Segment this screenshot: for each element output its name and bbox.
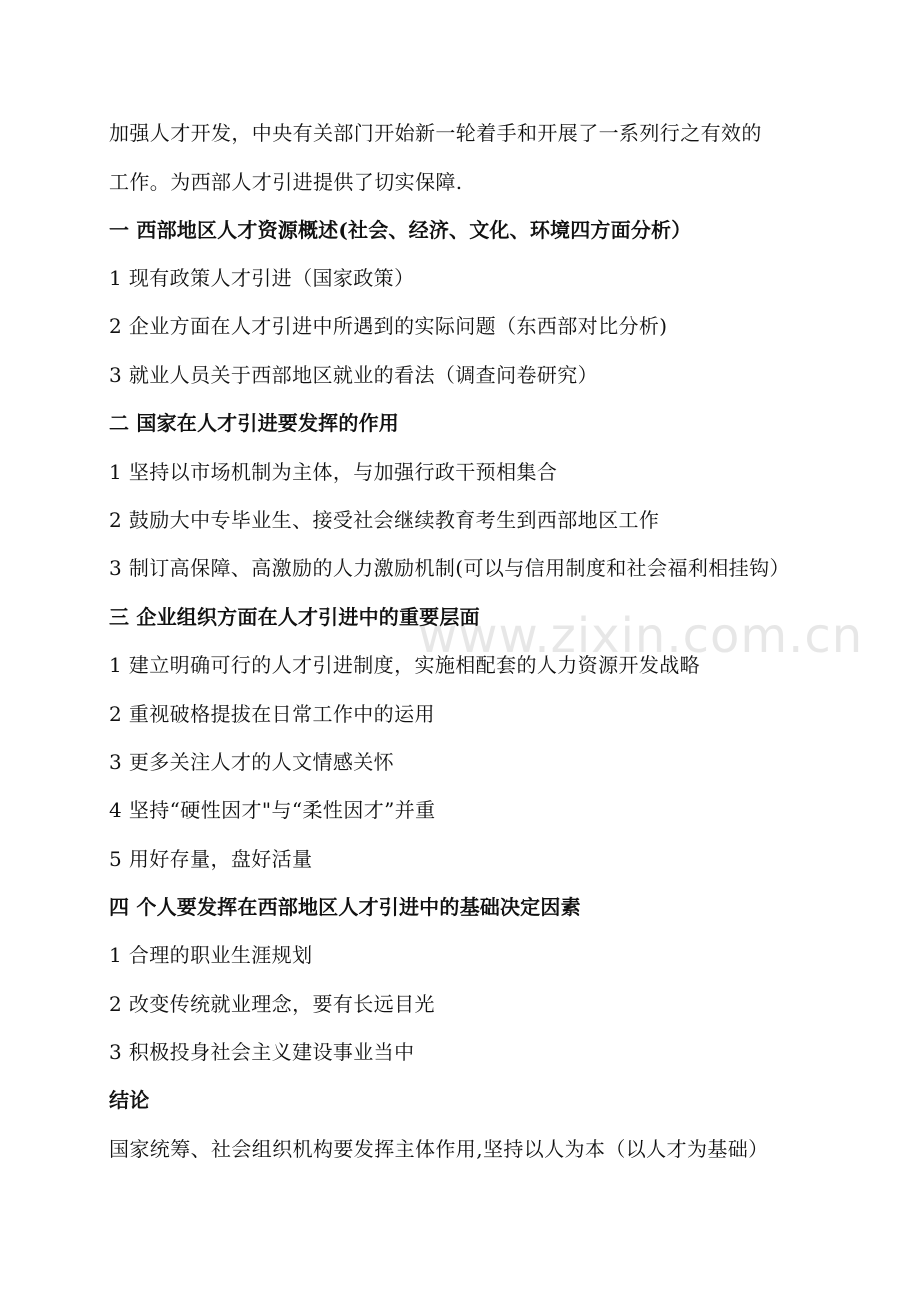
section-1-item-1: 1 现有政策人才引进（国家政策）: [109, 266, 415, 290]
watermark: www.zixin.com.cn: [418, 608, 864, 664]
section-4-item-2: 2 改变传统就业理念，要有长远目光: [109, 992, 435, 1016]
section-3-item-4: 4 坚持“硬性因才"与“柔性因才”并重: [109, 798, 436, 822]
section-3-item-3: 3 更多关注人才的人文情感关怀: [109, 750, 395, 774]
section-4-item-1: 1 合理的职业生涯规划: [109, 943, 313, 967]
section-3-item-5: 5 用好存量，盘好活量: [109, 847, 313, 871]
section-2-item-3: 3 制订高保障、高激励的人力激励机制(可以与信用制度和社会福利相挂钩）: [109, 556, 790, 580]
section-2-heading: 二 国家在人才引进要发挥的作用: [109, 411, 399, 435]
conclusion-text: 国家统筹、社会组织机构要发挥主体作用,坚持以人为本（以人才为基础）: [109, 1137, 769, 1161]
section-1-item-2: 2 企业方面在人才引进中所遇到的实际问题（东西部对比分析): [109, 314, 668, 338]
section-4-heading: 四 个人要发挥在西部地区人才引进中的基础决定因素: [109, 895, 581, 919]
intro-line-1: 加强人才开发，中央有关部门开始新一轮着手和开展了一系列行之有效的: [109, 121, 762, 145]
section-2-item-1: 1 坚持以市场机制为主体，与加强行政干预相集合: [109, 460, 558, 484]
section-3-heading: 三 企业组织方面在人才引进中的重要层面: [109, 605, 480, 629]
section-2-item-2: 2 鼓励大中专毕业生、接受社会继续教育考生到西部地区工作: [109, 508, 660, 532]
section-1-item-3: 3 就业人员关于西部地区就业的看法（调查问卷研究）: [109, 363, 599, 387]
conclusion-heading: 结论: [109, 1088, 150, 1112]
intro-line-2: 工作。为西部人才引进提供了切实保障.: [109, 170, 463, 194]
section-4-item-3: 3 积极投身社会主义建设事业当中: [109, 1040, 415, 1064]
section-3-item-2: 2 重视破格提拔在日常工作中的运用: [109, 702, 435, 726]
section-1-heading: 一 西部地区人才资源概述(社会、经济、文化、环境四方面分析）: [109, 218, 692, 242]
section-3-item-1: 1 建立明确可行的人才引进制度，实施相配套的人力资源开发战略: [109, 653, 701, 677]
